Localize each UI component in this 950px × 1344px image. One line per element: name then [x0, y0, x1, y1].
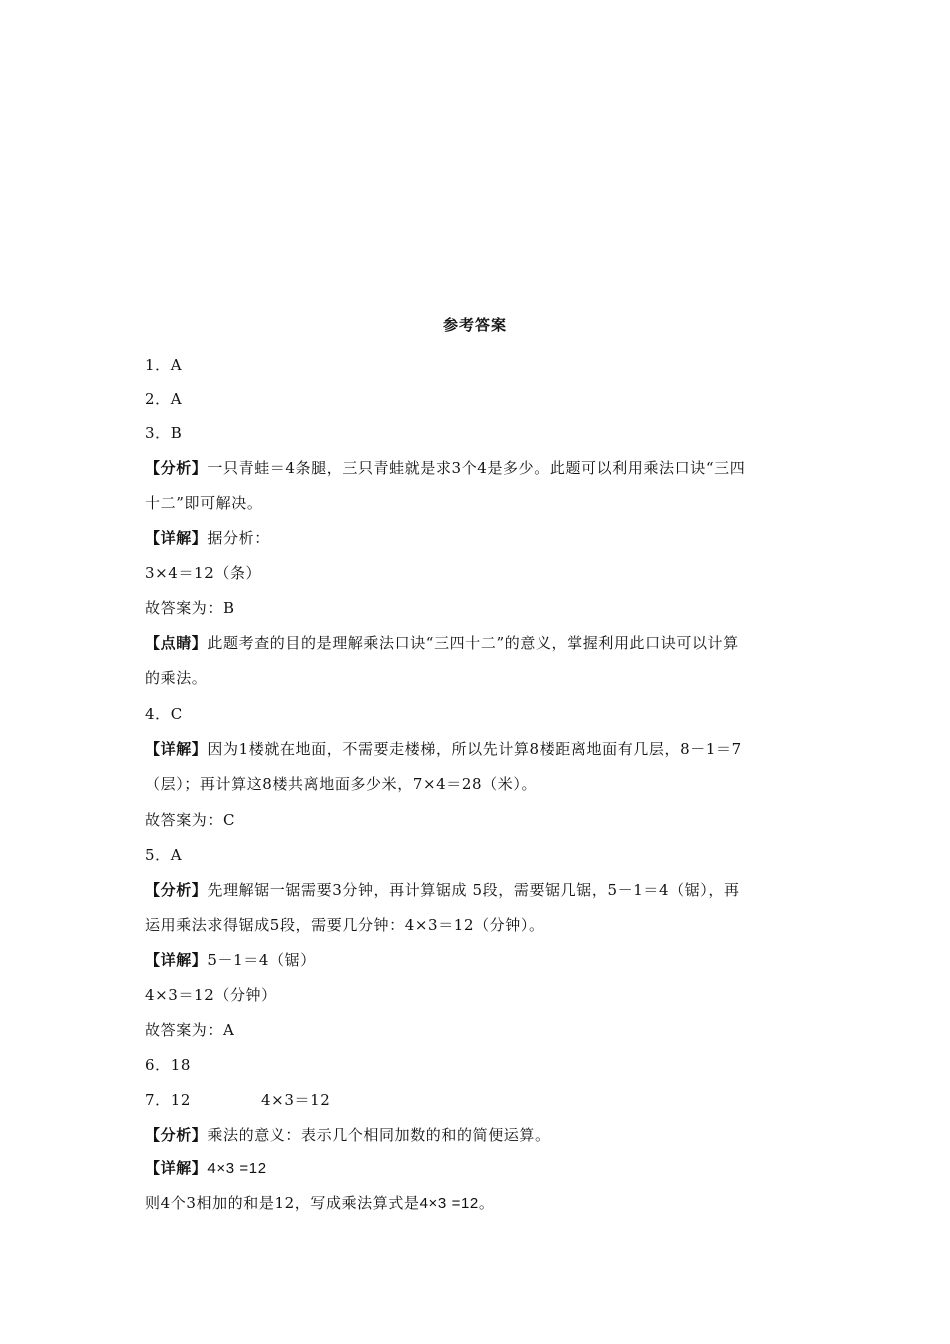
answer-5: 5．A — [145, 846, 183, 864]
conclusion-4: 故答案为：C — [145, 811, 236, 829]
comment-3-cont: 的乘法。 — [145, 669, 208, 687]
detail-5 — [145, 950, 316, 970]
detail-text: 5－1＝4（锯） — [207, 951, 316, 969]
answer-2: 2．A — [145, 390, 183, 408]
detail-formula: 4×3 =12 — [207, 1160, 267, 1177]
detail-tag: 【详解】 — [145, 740, 208, 758]
comment-tag: 【点睛】 — [145, 634, 208, 652]
analysis-7 — [145, 1125, 551, 1145]
detail-7 — [145, 1158, 267, 1179]
detail-formula: 4×3 =12 — [419, 1195, 479, 1212]
detail-tag: 【详解】 — [145, 529, 208, 547]
detail-text: 则4个3相加的和是12，写成乘法算式是 — [145, 1194, 420, 1212]
analysis-tag: 【分析】 — [145, 459, 208, 477]
detail-text: 据分析： — [207, 529, 270, 547]
answer-7 — [145, 1090, 330, 1110]
answer-6: 6．18 — [145, 1056, 192, 1074]
analysis-5-cont: 运用乘法求得锯成5段，需要几分钟：4×3＝12（分钟）。 — [145, 916, 545, 934]
answer-1: 1．A — [145, 356, 183, 374]
analysis-text: 先理解锯一锯需要3分钟，再计算锯成 5段，需要锯几锯，5－1＝4（锯），再 — [207, 881, 740, 899]
comment-text: 此题考查的目的是理解乘法口诀“三四十二”的意义，掌握利用此口诀可以计算 — [207, 634, 739, 652]
page-title: 参考答案 — [442, 316, 507, 334]
comment-3 — [145, 633, 739, 653]
analysis-text: 一只青蛙＝4条腿，三只青蛙就是求3个4是多少。此题可以利用乘法口诀“三四 — [207, 459, 746, 477]
period: 。 — [478, 1194, 495, 1212]
detail-tag: 【详解】 — [145, 951, 208, 969]
detail-text: 因为1楼就在地面，不需要走楼梯，所以先计算8楼距离地面有几层，8－1＝7 — [207, 740, 742, 758]
analysis-3-cont: 十二”即可解决。 — [145, 494, 263, 512]
analysis-5 — [145, 880, 740, 900]
analysis-3 — [145, 458, 745, 478]
equation-3: 3×4＝12（条） — [145, 564, 262, 582]
answer-7-equation: 4×3＝12 — [261, 1091, 331, 1109]
answer-4: 4．C — [145, 705, 183, 723]
analysis-tag: 【分析】 — [145, 1126, 208, 1144]
detail-4 — [145, 739, 742, 759]
equation-5: 4×3＝12（分钟） — [145, 986, 277, 1004]
conclusion-5: 故答案为：A — [145, 1021, 235, 1039]
conclusion-3: 故答案为：B — [145, 599, 235, 617]
answer-3: 3．B — [145, 424, 183, 442]
detail-tag: 【详解】 — [145, 1159, 208, 1177]
analysis-text: 乘法的意义：表示几个相同加数的和的简便运算。 — [207, 1126, 551, 1144]
detail-7-cont — [145, 1193, 494, 1214]
answer-7-value: 7．12 — [145, 1091, 192, 1109]
detail-4-cont: （层）；再计算这8楼共离地面多少米，7×4＝28（米）。 — [145, 775, 538, 793]
analysis-tag: 【分析】 — [145, 881, 208, 899]
detail-3 — [145, 528, 270, 548]
